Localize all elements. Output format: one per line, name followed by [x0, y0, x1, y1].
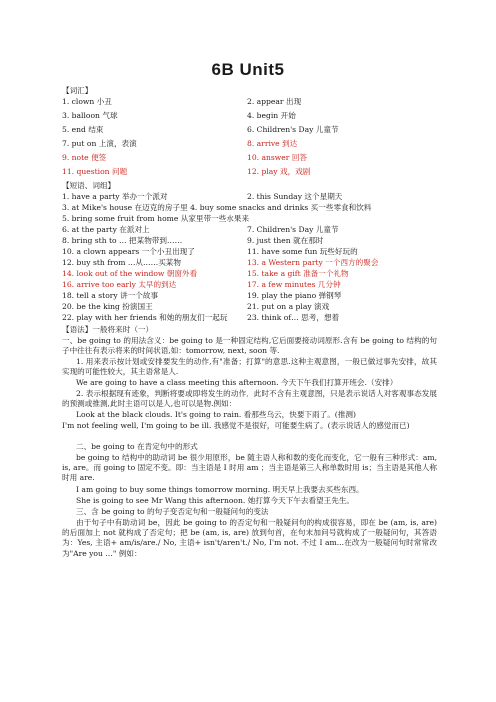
phrase-item-3-4: 3. at Mike's house 在迈克的房子里 4. buy some snacks and drinks 买一些零食和饮料 — [62, 203, 372, 212]
phrase-item-left: 16. arrive too early 太早的到达 — [62, 280, 177, 289]
phrase-item-right: 23. think of… 思考，想着 — [247, 313, 340, 322]
vocab-item-right: 12. play 戏，戏剧 — [247, 167, 311, 176]
phrase-item-left: 14. look out of the window 朝窗外看 — [62, 269, 198, 278]
phrase-item-left: 6. at the party 在派对上 — [62, 225, 150, 234]
vocab-item-left: 9. note 便签 — [62, 153, 107, 162]
vocab-header: 【词汇】 — [62, 86, 93, 95]
vocab-item-left: 3. balloon 气球 — [62, 111, 118, 120]
phrase-item-left: 18. tell a story 讲一个故事 — [62, 291, 159, 300]
vocab-item-left: 5. end 结束 — [62, 125, 104, 134]
vocab-item-left: 7. put on 上演，表演 — [62, 139, 137, 148]
grammar-example-4: I am going to buy some things tomorrow morning. 明天早上我要去买些东西。 — [76, 485, 364, 494]
phrase-item-left: 22. play with her friends 和她的朋友们一起玩 — [62, 313, 228, 322]
grammar-paragraph-5: 由于句子中有助动词 be，因此 be going to 的否定句和一般疑问句的构成很容易，即在 be (am, is, are) 的后面加上 not 就构成了否定句；把 be (am, is, are) 放到句首，在句末加问号就构成了一般疑问句，其答语为：Yes, 主语+ am/is/are./ No, 主语+ isn't/aren't./ No, I'm not. 不过 I am...在改为一般疑问句时常常改为"Are you …" 例如： — [62, 518, 437, 558]
vocab-item-right: 8. arrive 到达 — [247, 139, 298, 148]
phrase-header: 【短语、词组】 — [62, 181, 116, 190]
phrase-item-5: 5. bring some fruit from home 从家里带一些水果来 — [62, 214, 250, 223]
grammar-example-2: Look at the black clouds. It's going to rain. 看那些乌云，快要下雨了。(推测) — [76, 410, 356, 419]
phrase-item-right: 17. a few minutes 几分钟 — [247, 280, 341, 289]
phrase-item-right: 19. play the piano 弹钢琴 — [247, 291, 342, 300]
phrase-item-left: 20. be the king 扮演国王 — [62, 302, 153, 311]
vocab-item-right: 6. Children's Day 儿童节 — [247, 125, 339, 134]
grammar-example-1: We are going to have a class meeting this afternoon. 今天下午我们打算开班会.（安排） — [76, 378, 398, 387]
phrase-item-1: 1. have a party 举办一个派对 — [62, 192, 168, 201]
phrase-item-right: 15. take a gift 准备一个礼物 — [247, 269, 349, 278]
phrase-item-right: 13. a Western party 一个西方的聚会 — [247, 258, 379, 267]
phrase-item-left: 10. a clown appears 一个小丑出现了 — [62, 247, 195, 256]
vocab-item-right: 2. appear 出现 — [247, 97, 302, 106]
phrase-item-right: 21. put on a play 演戏 — [247, 302, 330, 311]
grammar-header: 【语法】一般将来时（一） — [62, 325, 154, 334]
grammar-example-3: I'm not feeling well, I'm going to be ill. 我感觉不是很好，可能要生病了。(表示说话人的感觉而已) — [62, 421, 410, 430]
document-title: 6B Unit5 — [211, 60, 285, 79]
phrase-item-right: 9. just then 就在那时 — [247, 236, 324, 245]
vocab-item-right: 10. answer 回答 — [247, 153, 308, 162]
phrase-item-2: 2. this Sunday 这个星期天 — [247, 192, 343, 201]
grammar-subheading-2: 二、be going to 在肯定句中的形式 — [76, 442, 198, 451]
vocab-item-left: 11. question 问题 — [62, 167, 128, 176]
phrase-item-left: 12. buy sth from …从……买某物 — [62, 258, 181, 267]
grammar-subheading-3: 三、含 be going to 的句子变否定句和一般疑问句的变法 — [76, 507, 269, 516]
grammar-paragraph-4: be going to 结构中的助动词 be 很少用原形，be 随主语人称和数的变化而变化，它一般有三种形式：am, is, are。而 going to 固定不变。即：当主语是 I 时用 am ；当主语是第三人称单数时用 is；当主语是其他人称时用 are. — [62, 453, 437, 483]
grammar-paragraph-2: 1. 用来表示按计划或安排要发生的动作,有"准备；打算"的意思.这种主观意图，一般已做过事先安排，故其实现的可能性较大，其主语常是人. — [62, 357, 437, 377]
vocab-item-right: 4. begin 开始 — [247, 111, 296, 120]
phrase-item-right: 7. Children's Day 儿童节 — [247, 225, 339, 234]
vocab-item-left: 1. clown 小丑 — [62, 97, 112, 106]
grammar-paragraph-3: 2. 表示根据现有迹象，判断将要或即将发生的动作．此时不含有主观意图，只是表示说话人对客观事态发展的预测或推测,此时主语可以是人,也可以是物.例如： — [62, 389, 437, 409]
phrase-item-left: 8. bring sth to … 把某物带到…… — [62, 236, 183, 245]
grammar-paragraph-1: 一、be going to 的用法含义：be going to 是一种固定结构,它后面要接动词原形.含有 be going to 结构的句子中往往有表示将来的时间状语,如：tomorrow, next, soon 等. — [62, 336, 437, 356]
grammar-example-5: She is going to see Mr Wang this afternoon. 她打算今天下午去看望王先生。 — [76, 496, 355, 505]
phrase-item-right: 11. have some fun 玩些好玩的 — [247, 247, 358, 256]
